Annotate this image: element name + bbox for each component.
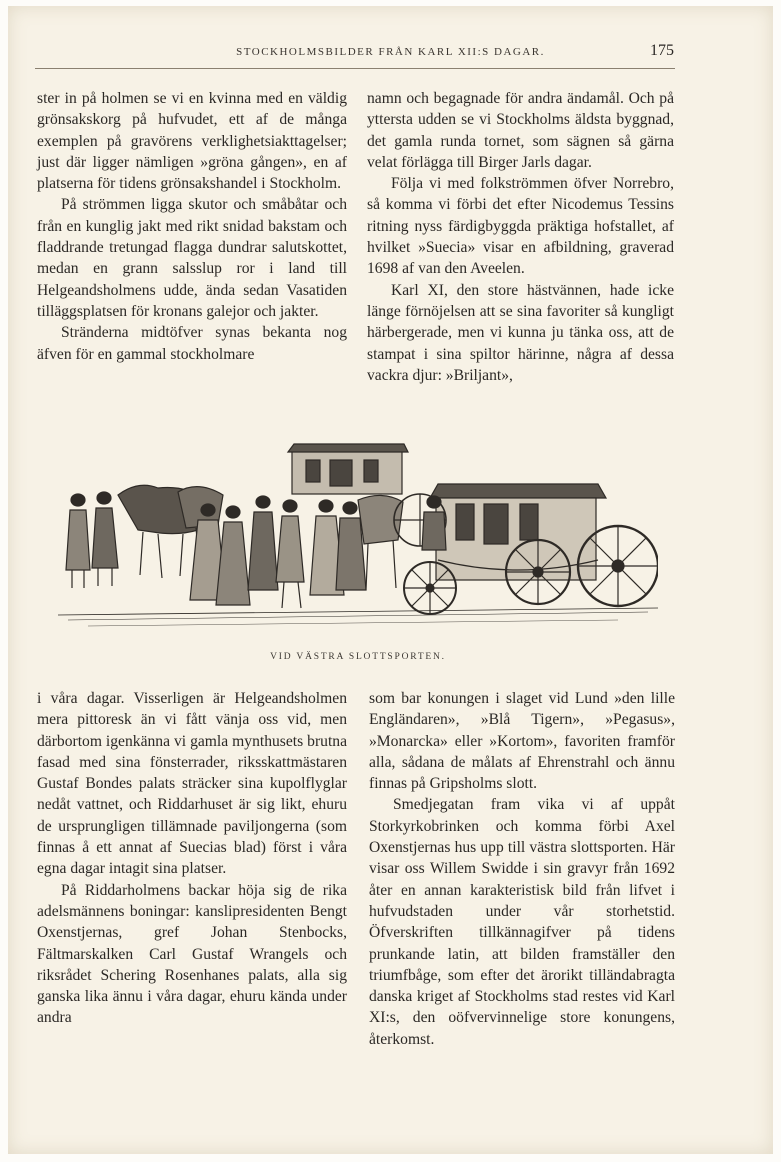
header-rule	[35, 68, 675, 69]
paragraph: namn och begagnade för andra ändamål. Och på yttersta udden se vi Stockholms äldsta byggnad, det gamla runda tornet, som sägnen så gärna velat förlägga till Birger Jarls dagar.	[367, 90, 674, 171]
top-right-column	[367, 88, 674, 386]
bottom-right-column	[369, 688, 675, 1050]
paragraph: i våra dagar. Visserligen är Helgeandsholmen mera pittoresk än vi fått vänja oss vid, men därbortom igenkänna vi gamla mynthusets brutna fasad med sina fönsterrader, riksskattmästaren Gustaf Bondes palats sträcker sina kupolflyglar nedåt vattnet, och Riddarhuset är sig likt, ehuru de ursprungligen tillämnade paviljongerna (som finnas å ett annat af Suecias blad) först i våra egna dagar intagit sina platser.	[37, 690, 347, 878]
paragraph: som bar konungen i slaget vid Lund »den lille Engländaren», »Blå Tigern», »Pegasus», »Monarcka» eller »Kortom», favoriten framför alla, sådana de målats af Ehrenstrahl och ännu finnas på Gripsholms slott.	[369, 690, 675, 793]
paragraph: ster in på holmen se vi en kvinna med en väldig grönsakskorg på hufvudet, ett af de många exemplen på gravörens verklighetsiakttagelser; just där ligger nämligen »gröna gången», en af platserna för tidens grönsakshandel i Stockholm.	[37, 90, 347, 193]
paragraph: Stränderna midtöfver synas bekanta nog äfven för en gammal stockholmare	[37, 324, 347, 363]
paragraph: Karl XI, den store hästvännen, hade icke länge förnöjelsen att se sina favoriter så kungligt härbergerade, men vi kunna ju tänka oss, att de stampat i sina spiltor härinne, några af dessa vackra djur: »Briljant»,	[367, 281, 674, 384]
engraving-carriages-illustration	[58, 440, 658, 632]
page-number: 175	[650, 42, 674, 59]
top-left-column	[37, 88, 347, 365]
paragraph: Följa vi med folkströmmen öfver Norrebro, så komma vi förbi det efter Nicodemus Tessins ritning nyss färdigbyggda präktiga hofstallet, af hvilket »Suecia» visar en afbildning, graverad 1698 af van den Aveelen.	[367, 175, 674, 278]
bottom-left-column	[37, 688, 347, 1029]
figure-caption: VID VÄSTRA SLOTTSPORTEN.	[270, 652, 446, 662]
paragraph: Smedjegatan fram vika vi af uppåt Storkyrkobrinken och komma förbi Axel Oxenstjernas hus upp till västra slottsporten. Här visar oss Willem Swidde i sin gravyr från 1692 åter en annan karakteristisk bild från lifvet i hufvudstaden under vår storhetstid. Öfverskriften tillkännagifver på tidens prunkande latin, att bilden framställer den triumfbåge, som efter det ärorikt tilländabragta danska kriget af Stockholms stad restes vid Karl XI:s, den oöfvervinnelige store konungens, återkomst.	[369, 796, 675, 1048]
running-title: STOCKHOLMSBILDER FRÅN KARL XII:S DAGAR.	[236, 46, 545, 58]
paragraph: På strömmen ligga skutor och småbåtar och från en kunglig jakt med rikt snidad bakstam och fladdrande tretungad flagga dundrar salutskottet, medan en grann salsslup ror i land till Helgeandsholmens udde, ända sedan Vasatiden tilläggsplatsen för kronans galejor och jakter.	[37, 196, 347, 320]
paragraph: På Riddarholmens backar höja sig de rika adelsmännens boningar: kanslipresidenten Bengt Oxenstjernas, gref Johan Stenbocks, Fältmarskalken Carl Gustaf Wrangels och riksrådet Schering Rosenhanes palats, alla sig ganska lika ännu i våra dagar, ehuru kända under andra	[37, 881, 347, 1027]
